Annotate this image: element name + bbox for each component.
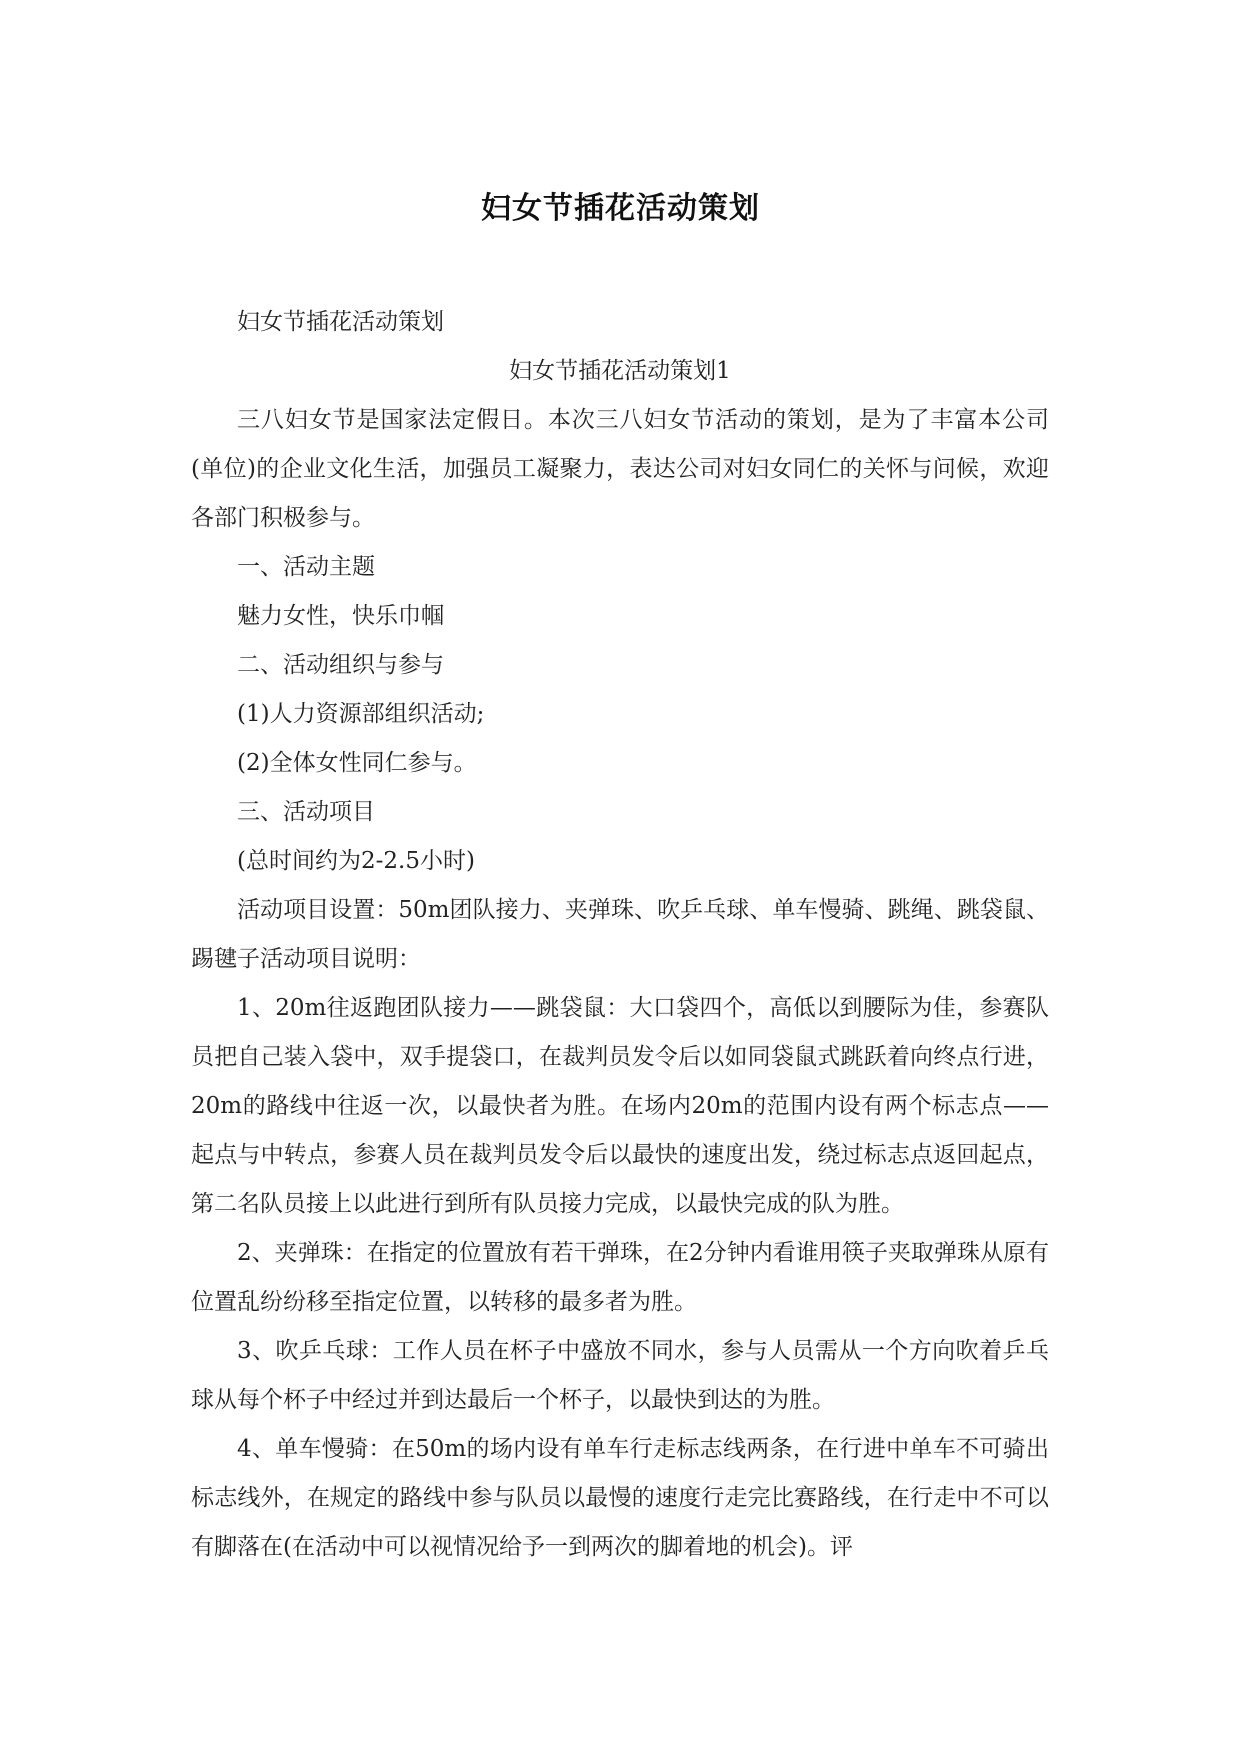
paragraph-item-4: 4、单车慢骑：在50m的场内设有单车行走标志线两条，在行进中单车不可骑出标志线外，在规定的路线中参与队员以最慢的速度行走完比赛路线，在行走中不可以有脚落在(在活动中可以视情况给予一到两次的脚着地的机会)。评 <box>191 1436 1049 1560</box>
paragraph-item-1: 1、20m往返跑团队接力——跳袋鼠：大口袋四个，高低以到腰际为佳，参赛队员把自己装入袋中，双手提袋口，在裁判员发令后以如同袋鼠式跳跃着向终点行进，20m的路线中往返一次，以最快者为胜。在场内20m的范围内设有两个标志点——起点与中转点，参赛人员在裁判员发令后以最快的速度出发，绕过标志点返回起点，第二名队员接上以此进行到所有队员接力完成，以最快完成的队为胜。 <box>191 995 1049 1217</box>
paragraph-item-3: 3、吹乒乓球：工作人员在杯子中盛放不同水，参与人员需从一个方向吹着乒乓球从每个杯子中经过并到达最后一个杯子，以最快到达的为胜。 <box>191 1338 1049 1413</box>
paragraph-items-setup: 活动项目设置：50m团队接力、夹弹珠、吹乒乓球、单车慢骑、跳绳、跳袋鼠、踢毽子活动项目说明： <box>191 897 1049 972</box>
paragraph-heading-items: 三、活动项目 <box>237 799 375 825</box>
paragraph-subtitle: 妇女节插花活动策划 <box>237 309 444 335</box>
document-title: 妇女节插花活动策划 <box>481 191 760 226</box>
paragraph-heading-theme: 一、活动主题 <box>237 554 375 580</box>
paragraph-section-heading: 妇女节插花活动策划1 <box>509 358 731 384</box>
paragraph-theme: 魅力女性，快乐巾帼 <box>237 603 444 629</box>
paragraph-total-time: (总时间约为2-2.5小时) <box>237 848 475 874</box>
paragraph-intro: 三八妇女节是国家法定假日。本次三八妇女节活动的策划，是为了丰富本公司(单位)的企业文化生活，加强员工凝聚力，表达公司对妇女同仁的关怀与问候，欢迎各部门积极参与。 <box>191 407 1049 531</box>
paragraph-organization-1: (1)人力资源部组织活动; <box>237 701 485 727</box>
paragraph-heading-organization: 二、活动组织与参与 <box>237 652 444 678</box>
paragraph-organization-2: (2)全体女性同仁参与。 <box>237 750 477 776</box>
paragraph-item-2: 2、夹弹珠：在指定的位置放有若干弹珠，在2分钟内看谁用筷子夹取弹珠从原有位置乱纷纷移至指定位置，以转移的最多者为胜。 <box>191 1240 1049 1315</box>
document-body <box>191 298 1049 1572</box>
